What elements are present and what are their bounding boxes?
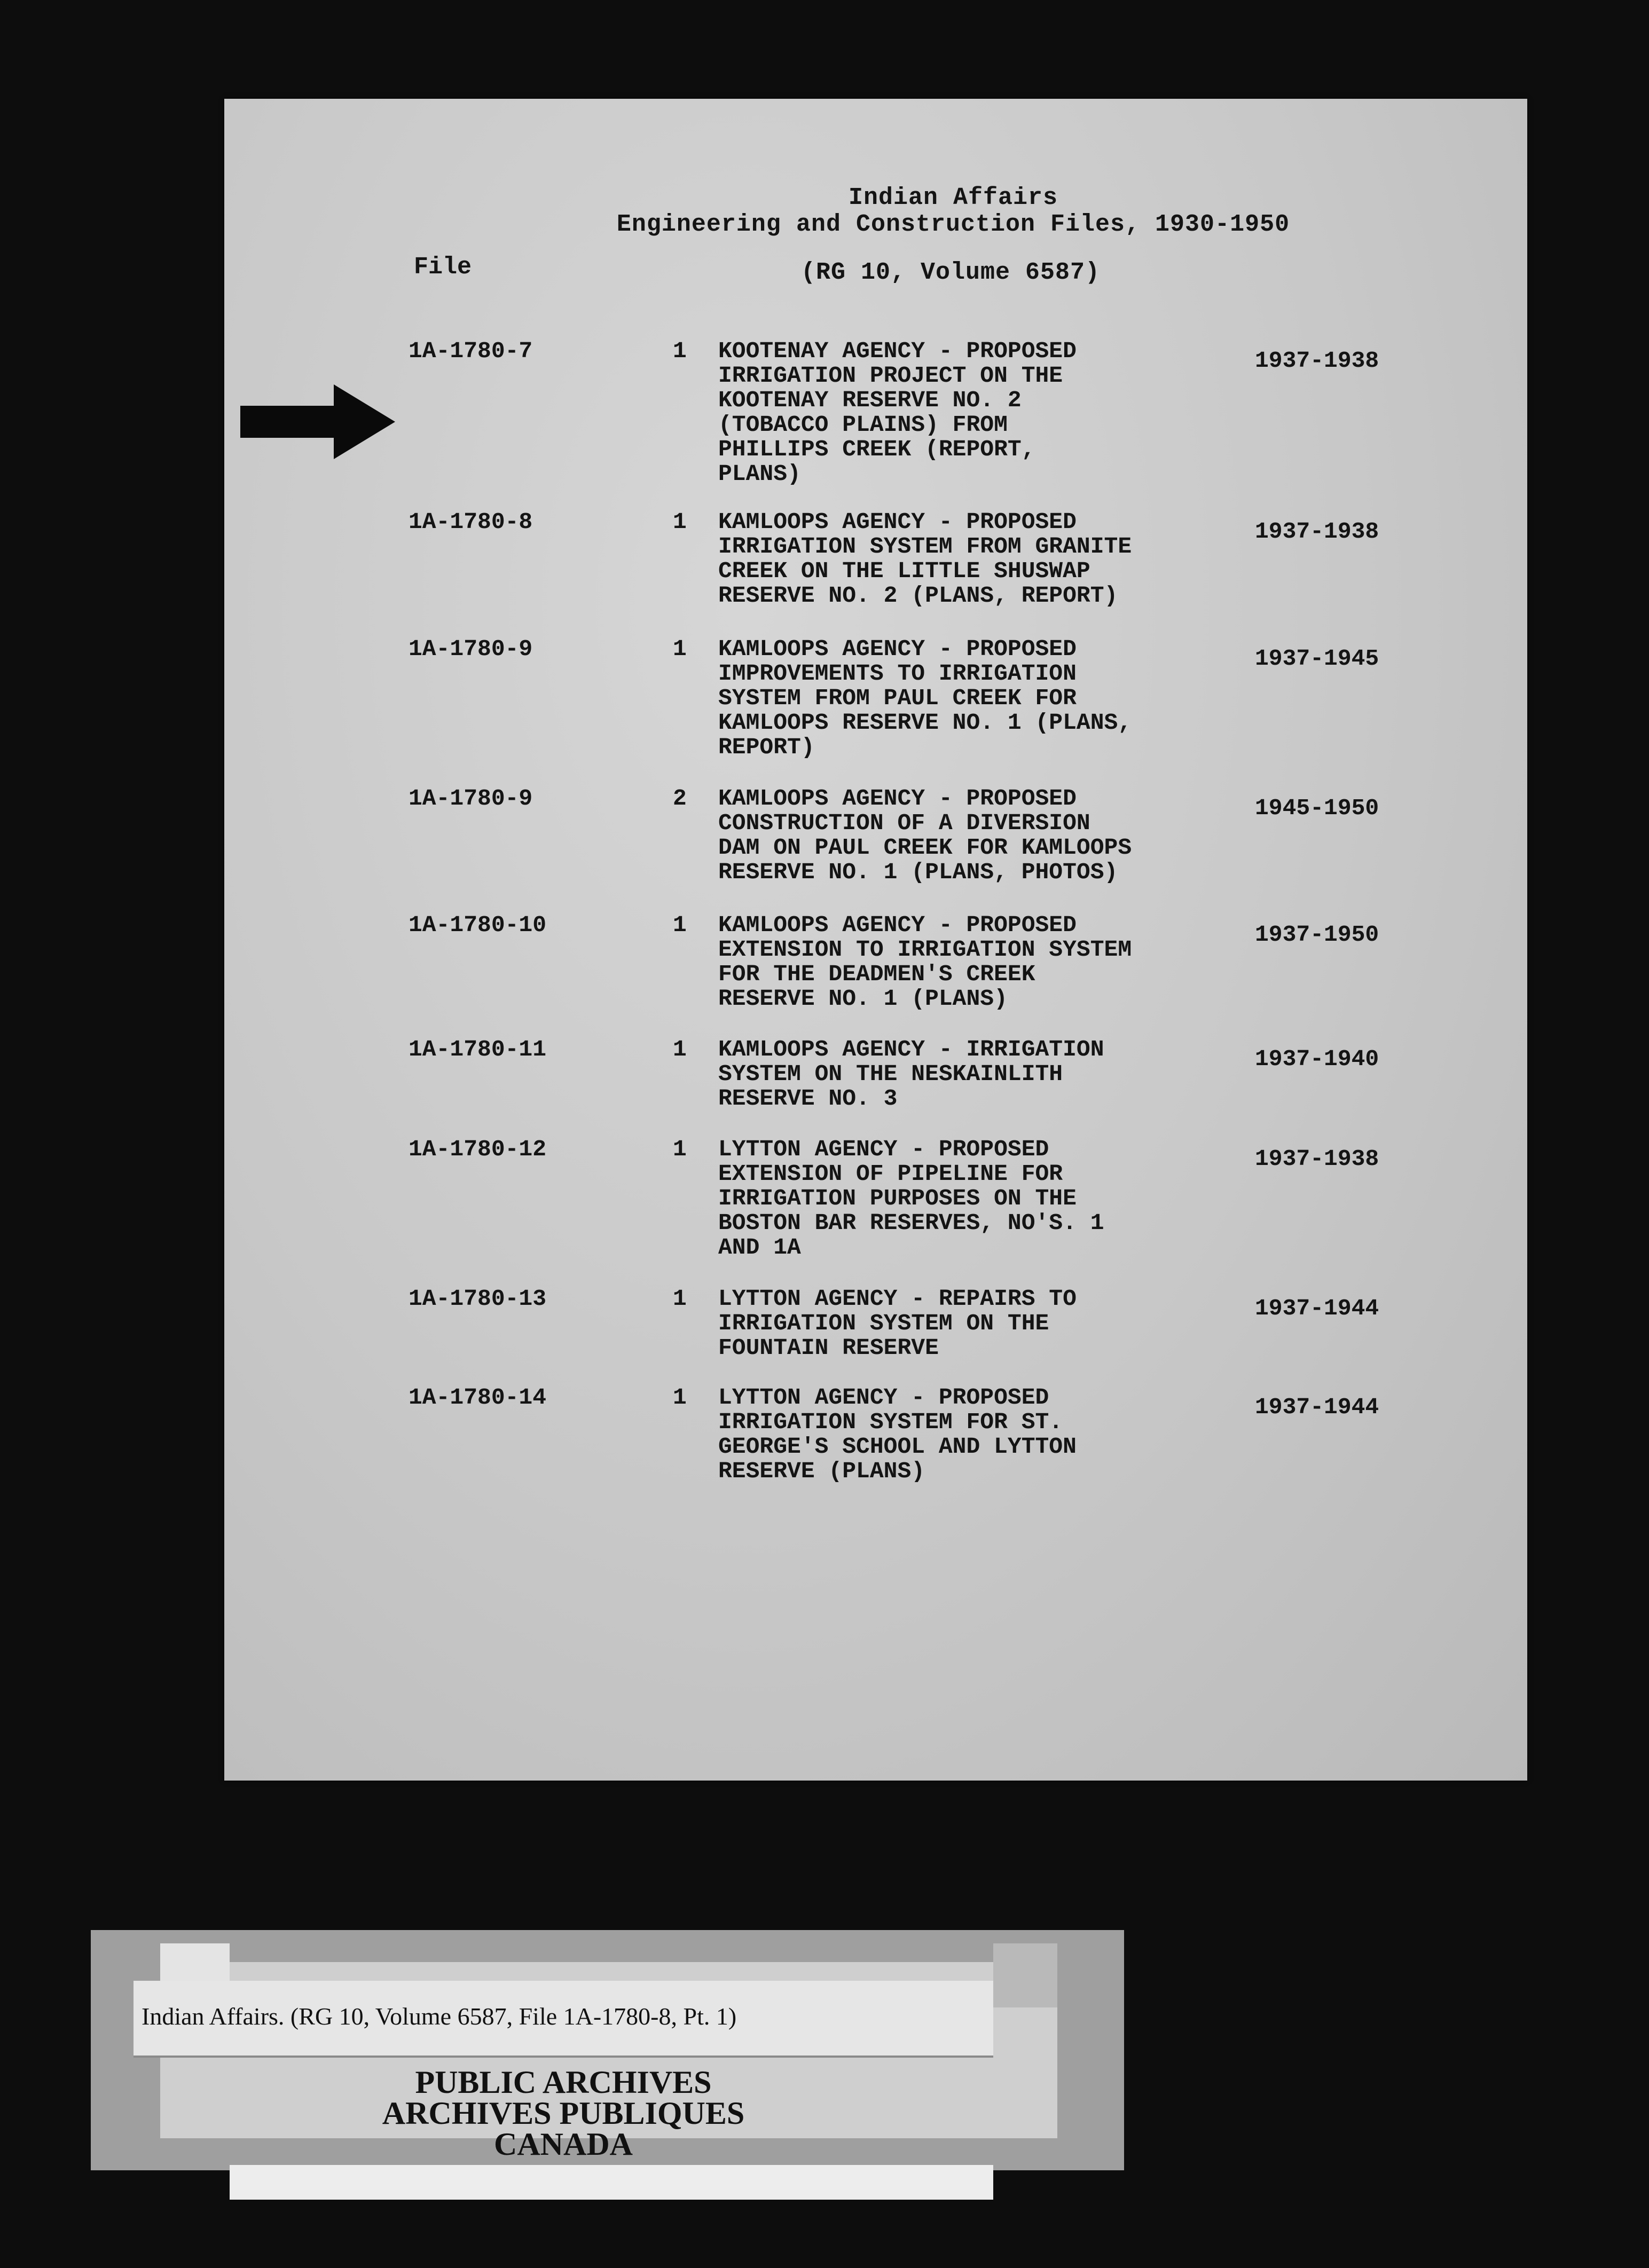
header-agency: Indian Affairs [848, 184, 1058, 211]
file-title [718, 1137, 1199, 1260]
file-part: 1 [673, 338, 687, 364]
file-title-line: RESERVE NO. 1 (PLANS) [718, 986, 1008, 1012]
file-title-line: PHILLIPS CREEK (REPORT, [718, 436, 1035, 462]
file-title [718, 339, 1199, 486]
file-title-line: KAMLOOPS RESERVE NO. 1 (PLANS, [718, 710, 1132, 736]
file-title-line: SYSTEM ON THE NESKAINLITH [718, 1061, 1063, 1087]
file-dates: 1937-1940 [1255, 1046, 1379, 1072]
file-title-line: (TOBACCO PLAINS) FROM [718, 412, 1008, 438]
file-title-line: GEORGE'S SCHOOL AND LYTTON [718, 1434, 1077, 1460]
file-number: 1A-1780-8 [409, 509, 533, 535]
file-part: 2 [673, 785, 687, 812]
file-title-line: IRRIGATION SYSTEM FOR ST. [718, 1409, 1063, 1435]
file-number: 1A-1780-13 [409, 1286, 547, 1312]
file-number: 1A-1780-12 [409, 1136, 547, 1162]
file-dates: 1945-1950 [1255, 795, 1379, 821]
file-title-line: FOR THE DEADMEN'S CREEK [718, 961, 1035, 987]
file-title-line: KAMLOOPS AGENCY - PROPOSED [718, 636, 1077, 662]
file-part: 1 [673, 1136, 687, 1162]
file-title-line: IRRIGATION SYSTEM ON THE [718, 1310, 1049, 1336]
file-dates: 1937-1938 [1255, 518, 1379, 545]
file-title-line: AND 1A [718, 1234, 801, 1261]
file-number: 1A-1780-10 [409, 912, 547, 938]
file-title-line: IMPROVEMENTS TO IRRIGATION [718, 660, 1077, 687]
file-title-line: SYSTEM FROM PAUL CREEK FOR [718, 685, 1077, 711]
archives-name-fr: ARCHIVES PUBLIQUES [382, 2096, 745, 2131]
file-title-line: CREEK ON THE LITTLE SHUSWAP [718, 558, 1090, 584]
file-title-line: CONSTRUCTION OF A DIVERSION [718, 810, 1090, 836]
file-title-line: RESERVE NO. 3 [718, 1085, 898, 1112]
file-dates: 1937-1938 [1255, 348, 1379, 374]
file-part: 1 [673, 636, 687, 662]
file-part: 1 [673, 912, 687, 938]
file-dates: 1937-1945 [1255, 645, 1379, 672]
file-title [718, 913, 1199, 1011]
file-part: 1 [673, 1286, 687, 1312]
file-title-line: KOOTENAY RESERVE NO. 2 [718, 387, 1022, 413]
file-dates: 1937-1950 [1255, 922, 1379, 948]
file-number: 1A-1780-14 [409, 1384, 547, 1411]
file-title-line: RESERVE NO. 1 (PLANS, PHOTOS) [718, 859, 1118, 885]
file-title-line: EXTENSION TO IRRIGATION SYSTEM [718, 936, 1132, 963]
file-number: 1A-1780-9 [409, 636, 533, 662]
file-title-line: RESERVE (PLANS) [718, 1458, 925, 1484]
label-bottom-strip [230, 2165, 993, 2200]
file-title-line: EXTENSION OF PIPELINE FOR [718, 1161, 1063, 1187]
archives-name-en: PUBLIC ARCHIVES [415, 2065, 712, 2100]
archives-country: CANADA [494, 2127, 633, 2162]
file-title-line: KAMLOOPS AGENCY - PROPOSED [718, 912, 1077, 938]
file-part: 1 [673, 1384, 687, 1411]
file-title [718, 1287, 1199, 1360]
file-title-line: IRRIGATION SYSTEM FROM GRANITE [718, 533, 1132, 560]
file-number: 1A-1780-7 [409, 338, 533, 364]
document-page [224, 99, 1527, 1781]
file-title-line: RESERVE NO. 2 (PLANS, REPORT) [718, 582, 1118, 609]
file-title-line: FOUNTAIN RESERVE [718, 1335, 939, 1361]
file-part: 1 [673, 1036, 687, 1062]
file-title-line: PLANS) [718, 461, 801, 487]
file-title [718, 1037, 1199, 1111]
file-dates: 1937-1944 [1255, 1295, 1379, 1321]
file-title-line: KAMLOOPS AGENCY - IRRIGATION [718, 1036, 1104, 1062]
file-title-line: IRRIGATION PROJECT ON THE [718, 363, 1063, 389]
archive-citation: Indian Affairs. (RG 10, Volume 6587, File 1A-1780-8, Pt. 1) [142, 2003, 737, 2030]
file-title-line: LYTTON AGENCY - PROPOSED [718, 1384, 1049, 1411]
file-title-line: KAMLOOPS AGENCY - PROPOSED [718, 785, 1077, 812]
file-dates: 1937-1944 [1255, 1394, 1379, 1420]
file-title [718, 510, 1199, 608]
file-title-line: KAMLOOPS AGENCY - PROPOSED [718, 509, 1077, 535]
file-title [718, 1385, 1199, 1484]
file-title-line: LYTTON AGENCY - PROPOSED [718, 1136, 1049, 1162]
file-title-line: LYTTON AGENCY - REPAIRS TO [718, 1286, 1077, 1312]
file-number: 1A-1780-9 [409, 785, 533, 812]
column-header-file: File [414, 254, 472, 281]
arrow-right-icon [0, 384, 395, 459]
file-title [718, 637, 1199, 760]
file-title-line: REPORT) [718, 734, 815, 760]
file-title-line: BOSTON BAR RESERVES, NO'S. 1 [718, 1210, 1104, 1236]
file-dates: 1937-1938 [1255, 1146, 1379, 1172]
file-part: 1 [673, 509, 687, 535]
file-number: 1A-1780-11 [409, 1036, 547, 1062]
label-side-tab [993, 1943, 1057, 2007]
header-volume: (RG 10, Volume 6587) [800, 259, 1101, 286]
file-title [718, 786, 1199, 885]
file-title-line: DAM ON PAUL CREEK FOR KAMLOOPS [718, 834, 1132, 861]
header-series-title: Engineering and Construction Files, 1930-1950 [616, 211, 1290, 238]
file-title-line: KOOTENAY AGENCY - PROPOSED [718, 338, 1077, 364]
file-title-line: IRRIGATION PURPOSES ON THE [718, 1185, 1077, 1211]
